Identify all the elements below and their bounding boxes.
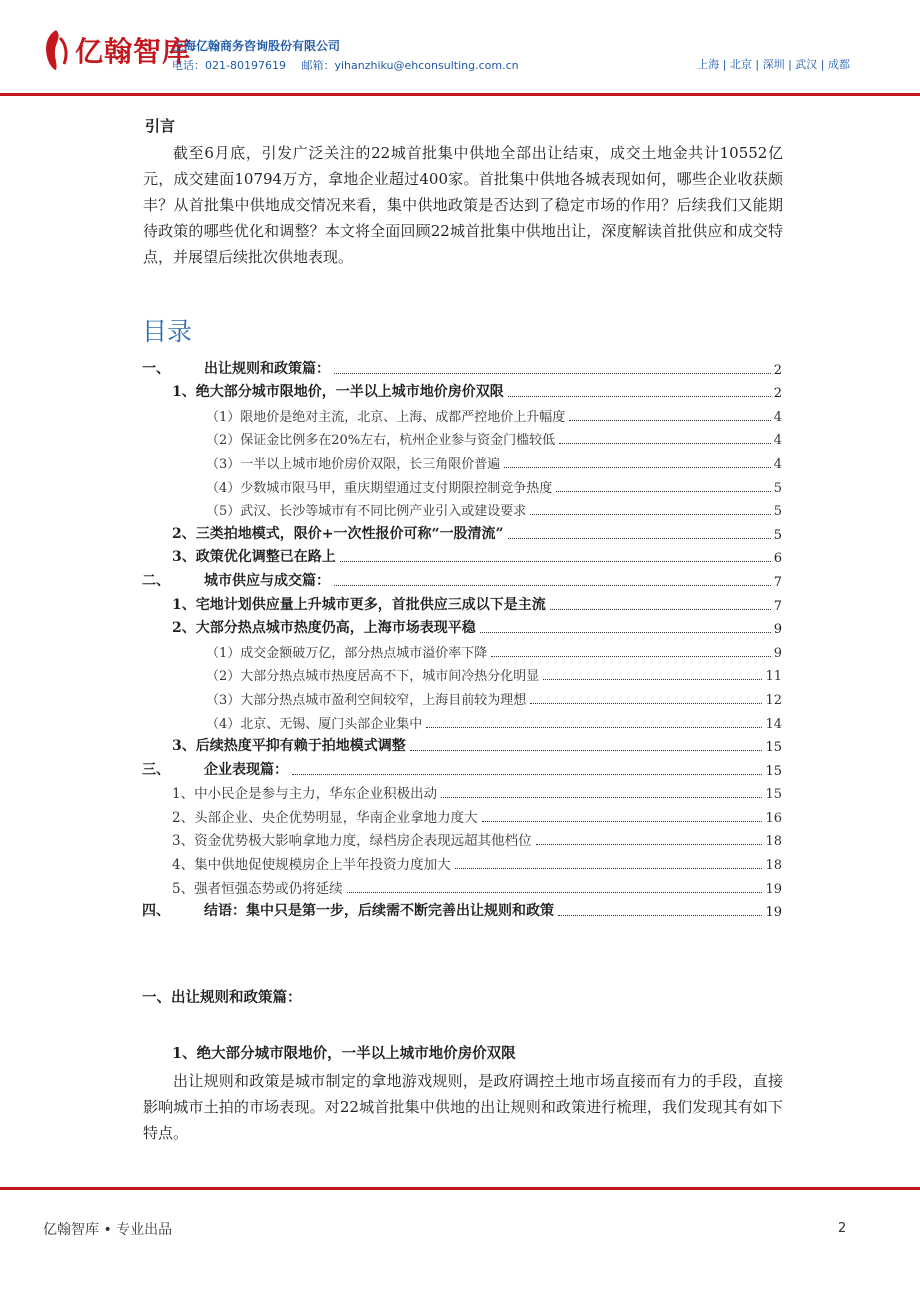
toc-entry[interactable]: 2、头部企业、央企优势明显，华南企业拿地力度大 16: [172, 809, 782, 826]
subsection-heading: 1、绝大部分城市限地价，一半以上城市地价房价双限: [172, 1045, 516, 1062]
toc-entry[interactable]: 1、宅地计划供应量上升城市更多，首批供应三成以下是主流 7: [172, 596, 782, 614]
city-list: 上海 | 北京 | 深圳 | 武汉 | 成都: [697, 58, 850, 71]
toc-entry[interactable]: （1）限地价是绝对主流，北京、上海、成都严控地价上升幅度 4: [206, 409, 782, 425]
toc-entry[interactable]: 4、集中供地促使规模房企上半年投资力度加大 18: [172, 857, 782, 874]
toc-entry[interactable]: （3）一半以上城市地价房价双限，长三角限价普遍 4: [206, 456, 782, 472]
phone-text: 电话：021-80197619: [172, 59, 286, 72]
section-heading: 一、出让规则和政策篇：: [142, 989, 302, 1006]
toc-entry[interactable]: 三、 企业表现篇： 15: [142, 761, 782, 779]
intro-paragraph: 截至6月底，引发广泛关注的22城首批集中供地全部出让结束，成交土地金共计10552亿元，成交建面10794万方，拿地企业超过400家。首批集中供地各城表现如何，哪些企业收获颇丰？从首批集中供地成交情况来看，集中供地政策是否达到了稳定市场的作用？后续我们又能期待政策的哪些优化和调整？本文将全面回顾22城首批集中供地出让，深度解读首批供应和成交特点，并展望后续批次供地表现。: [143, 144, 783, 266]
footer-brand: 亿翰智库 • 专业出品: [43, 1222, 173, 1238]
table-of-contents: [142, 354, 782, 920]
toc-entry[interactable]: （4）北京、无锡、厦门头部企业集中 14: [206, 716, 782, 732]
toc-entry[interactable]: （5）武汉、长沙等城市有不同比例产业引入或建设要求 5: [206, 504, 782, 520]
toc-entry[interactable]: （1）成交金额破万亿，部分热点城市溢价率下降 9: [206, 645, 782, 661]
toc-entry[interactable]: 四、 结语：集中只是第一步，后续需不断完善出让规则和政策 19: [142, 903, 782, 921]
toc-entry[interactable]: 1、绝大部分城市限地价，一半以上城市地价房价双限 2: [172, 384, 782, 402]
toc-entry[interactable]: （3）大部分热点城市盈利空间较窄，上海目前较为理想 12: [206, 692, 782, 708]
company-name: 上海亿翰商务咨询股份有限公司: [172, 39, 341, 53]
header-divider: [0, 93, 920, 96]
email-text: 邮箱：yihanzhiku@ehconsulting.com.cn: [301, 59, 519, 72]
toc-entry[interactable]: （2）保证金比例多在20%左右，杭州企业参与资金门槛较低 4: [206, 433, 782, 449]
toc-entry[interactable]: （2）大部分热点城市热度居高不下，城市间冷热分化明显 11: [206, 669, 782, 685]
toc-title: 目录: [142, 317, 193, 346]
toc-entry[interactable]: 2、三类拍地模式，限价+一次性报价可称“一股清流” 5: [172, 525, 782, 543]
toc-entry[interactable]: （4）少数城市限马甲，重庆期望通过支付期限控制竞争热度 5: [206, 480, 782, 496]
contact-info: [172, 57, 531, 73]
body-paragraph: 出让规则和政策是城市制定的拿地游戏规则，是政府调控土地市场直接而有力的手段，直接影响城市土拍的市场表现。对22城首批集中供地的出让规则和政策进行梳理，我们发现其有如下特点。: [143, 1072, 783, 1142]
toc-entry[interactable]: 1、中小民企是参与主力，华东企业积极出动 15: [172, 786, 782, 803]
toc-entry[interactable]: 3、资金优势极大影响拿地力度，绿档房企表现远超其他档位 18: [172, 833, 782, 850]
footer-divider: [0, 1187, 920, 1190]
toc-entry[interactable]: 3、后续热度平抑有赖于拍地模式调整 15: [172, 738, 782, 756]
toc-entry[interactable]: 二、 城市供应与成交篇： 7: [142, 572, 782, 590]
toc-entry[interactable]: 3、政策优化调整已在路上 6: [172, 549, 782, 567]
toc-entry[interactable]: 5、强者恒强态势或仍将延续 19: [172, 880, 782, 897]
intro-title: 引言: [145, 117, 176, 135]
page-header: [0, 0, 920, 94]
toc-entry[interactable]: 2、大部分热点城市热度仍高，上海市场表现平稳 9: [172, 620, 782, 638]
toc-entry[interactable]: 一、 出让规则和政策篇： 2: [142, 360, 782, 378]
brand-logo-icon: [42, 28, 70, 72]
brand-name: 亿翰智库: [75, 35, 192, 68]
page-number: 2: [838, 1221, 847, 1236]
